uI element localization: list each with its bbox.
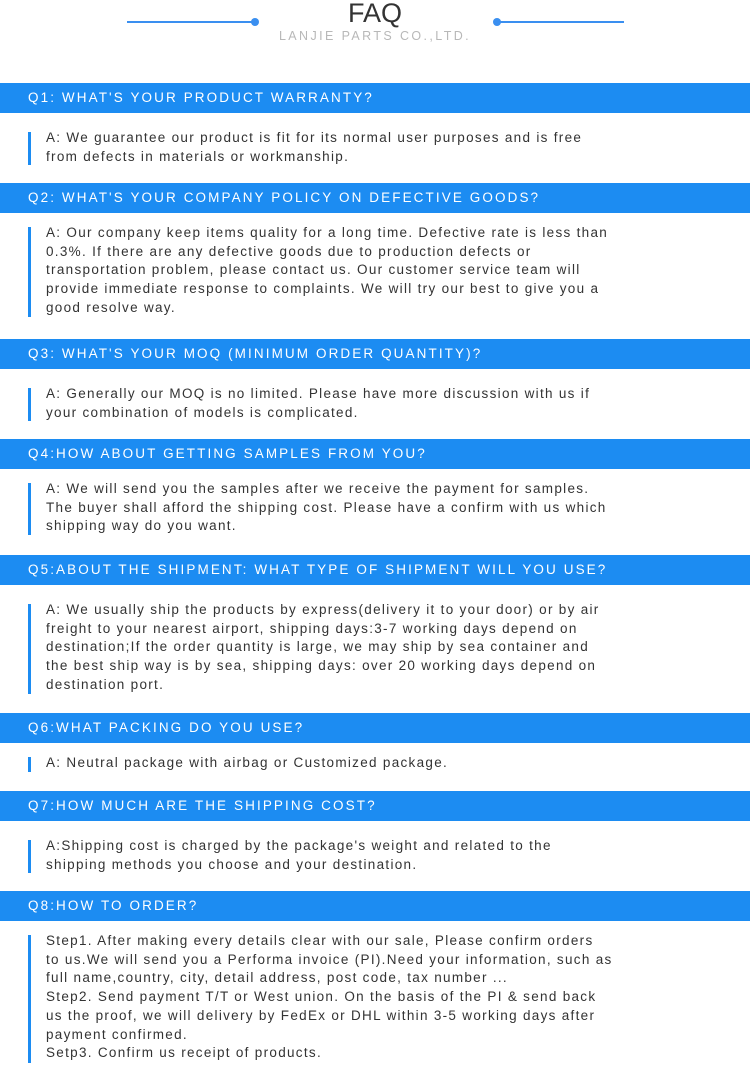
answer-text: Step1. After making every details clear with our sale, Please confirm orders to us.We will send you a Performa invoice (PI).Need your information, such as full name,country, city, detail address, post code, tax number ... Step2. Send payment T/T or West union. On the basis of the PI & send back us the proof, we will delivery by FedEx or DHL within 3-5 working days after payment confirmed. Setp3. Confirm us receipt of products. [46,933,613,1061]
faq-answer-3 [28,385,728,425]
answer-text: A:Shipping cost is charged by the package's weight and related to the shipping methods you choose and your destination. [46,838,552,872]
faq-question-4: Q4:HOW ABOUT GETTING SAMPLES FROM YOU? [0,439,750,469]
answer-text: A: Our company keep items quality for a long time. Defective rate is less than 0.3%. If there are any defective goods due to production defects or transportation problem, please contact us. Our customer service team will provide immediate response to complaints. We will try our best to give you a good resolve way. [46,225,609,315]
faq-question-1: Q1: WHAT'S YOUR PRODUCT WARRANTY? [0,83,750,113]
answer-accent-bar [28,483,31,535]
answer-accent-bar [28,388,31,421]
answer-text: A: Neutral package with airbag or Customized package. [46,755,449,770]
faq-answer-7 [28,837,728,877]
faq-answer-1 [28,129,728,169]
answer-accent-bar [28,840,31,873]
faq-question-6: Q6:WHAT PACKING DO YOU USE? [0,713,750,743]
faq-question-7: Q7:HOW MUCH ARE THE SHIPPING COST? [0,791,750,821]
company-name: LANJIE PARTS CO.,LTD. [278,29,472,43]
answer-accent-bar [28,757,31,772]
faq-question-8: Q8:HOW TO ORDER? [0,891,750,921]
answer-accent-bar [28,132,31,165]
faq-answer-5 [28,601,728,696]
header-divider-right [496,21,624,23]
faq-question-2: Q2: WHAT'S YOUR COMPANY POLICY ON DEFECTIVE GOODS? [0,183,750,213]
answer-text: A: We will send you the samples after we receive the payment for samples. The buyer shall afford the shipping cost. Please have a confirm with us which shipping way do you want. [46,481,607,534]
answer-accent-bar [28,604,31,694]
faq-question-3: Q3: WHAT'S YOUR MOQ (MINIMUM ORDER QUANTITY)? [0,339,750,369]
answer-text: A: We usually ship the products by express(delivery it to your door) or by air freight to your nearest airport, shipping days:3-7 working days depend on destination;If the order quantity is large, we may ship by sea container and the best ship way is by sea, shipping days: over 20 working days depend on destination port. [46,602,600,692]
page-title: FAQ [347,0,402,28]
answer-text: A: We guarantee our product is fit for its normal user purposes and is free from defects in materials or workmanship. [46,130,583,164]
answer-text: A: Generally our MOQ is no limited. Please have more discussion with us if your combination of models is complicated. [46,386,591,420]
faq-question-5: Q5:ABOUT THE SHIPMENT: WHAT TYPE OF SHIPMENT WILL YOU USE? [0,555,750,585]
page-header [0,0,750,50]
faq-answer-2 [28,224,728,319]
faq-answer-6 [28,754,728,776]
faq-answer-4 [28,480,728,538]
faq-answer-8 [28,932,728,1066]
answer-accent-bar [28,227,31,317]
answer-accent-bar [28,935,31,1063]
